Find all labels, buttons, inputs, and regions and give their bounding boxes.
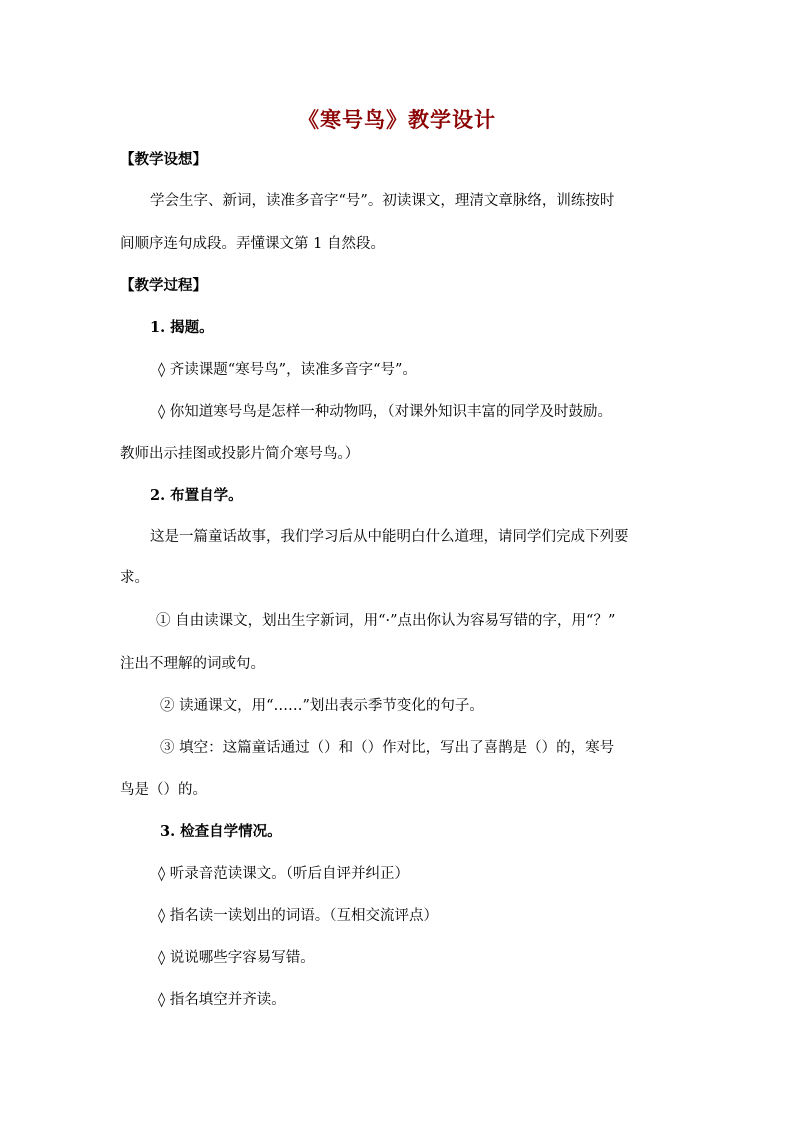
list-item: ③ 填空：这篇童话通过（）和（）作对比，写出了喜鹊是（）的，寒号 [160, 740, 615, 756]
document-title: 《寒号鸟》教学设计 [298, 107, 496, 132]
list-item-continuation: 鸟是（）的。 [120, 782, 207, 798]
section-heading-teaching-concept: 【教学设想】 [120, 151, 207, 168]
list-item: ◊ 听录音范读课文。（听后自评并纠正） [158, 866, 410, 882]
list-item: ◊ 指名读一读划出的词语。（互相交流评点） [158, 908, 439, 924]
step-heading: 2. 布置自学。 [150, 487, 243, 504]
step-heading: 3. 检查自学情况。 [160, 823, 282, 840]
paragraph-line: 这是一篇童话故事，我们学习后从中能明白什么道理，请同学们完成下列要 [150, 529, 629, 545]
list-item-continuation: 注出不理解的词或句。 [120, 656, 265, 672]
paragraph-line: 学会生字、新词，读准多音字“号”。初读课文，理清文章脉络，训练按时 [150, 193, 615, 209]
list-item: ② 读通课文，用“……”划出表示季节变化的句子。 [160, 698, 484, 714]
list-item: ◊ 说说哪些字容易写错。 [158, 950, 315, 966]
list-item: ① 自由读课文，划出生字新词，用“·”点出你认为容易写错的字，用“？” [156, 613, 616, 629]
section-heading-teaching-process: 【教学过程】 [120, 277, 207, 294]
list-item-continuation: 教师出示挂图或投影片简介寒号鸟。） [120, 446, 360, 462]
list-item: ◊ 齐读课题“寒号鸟”，读准多音字“号”。 [158, 362, 417, 378]
step-heading: 1. 揭题。 [150, 319, 214, 336]
list-item: ◊ 你知道寒号鸟是怎样一种动物吗，（对课外知识丰富的同学及时鼓励。 [158, 404, 613, 420]
paragraph-line: 间顺序连句成段。弄懂课文第 1 自然段。 [120, 236, 385, 252]
paragraph-line: 求。 [120, 570, 149, 586]
list-item: ◊ 指名填空并齐读。 [158, 992, 286, 1008]
